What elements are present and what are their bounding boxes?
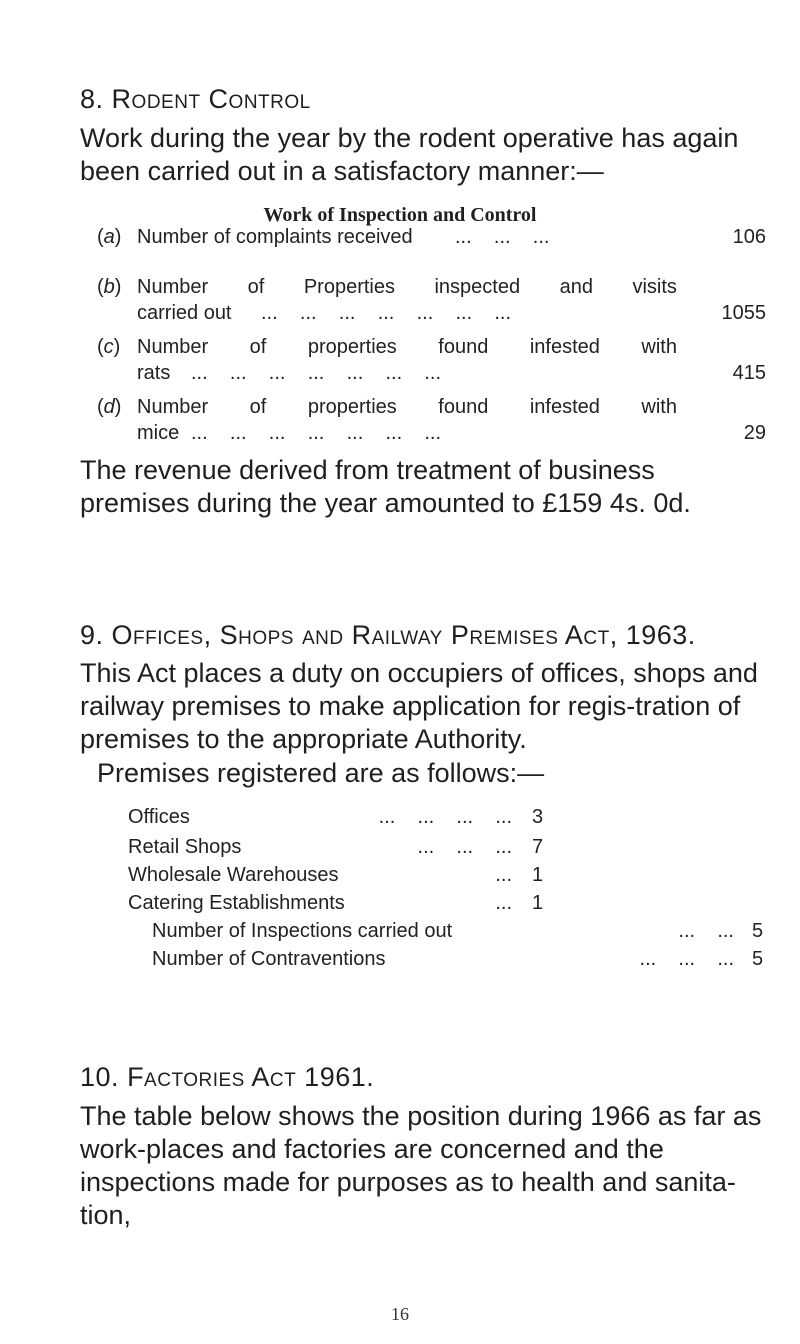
item-description: Number of complaints received [137, 226, 413, 248]
premises-count: 3 [532, 806, 544, 828]
inspection-summary-label: Number of Contraventions [152, 948, 386, 970]
section-10-title: Factories Act 1961. [127, 1062, 375, 1092]
inspection-row-d [0, 396, 800, 452]
inspection-row-c [0, 336, 800, 392]
revenue-statement: The revenue derived from treatment of business premises during the year amounted to £159 4s. 0d. [80, 455, 691, 518]
item-description-cont: mice [137, 422, 180, 444]
item-value: 415 [732, 362, 766, 384]
leader-dots: ... [495, 892, 512, 914]
inspection-summary-label: Number of Inspections carried out [152, 920, 453, 942]
section-9-heading [80, 620, 696, 651]
inspection-summary-count: 5 [752, 948, 764, 970]
item-description-cont: carried out [137, 302, 232, 324]
inspection-table-title: Work of Inspection and Control [263, 204, 537, 226]
premises-label: Catering Establishments [128, 892, 345, 914]
inspection-row-a [0, 226, 800, 282]
item-description-cont: rats [137, 362, 171, 384]
item-letter: (b) [97, 276, 122, 298]
section-8-heading [80, 84, 311, 115]
item-description: Number of Properties inspected and visits [137, 276, 677, 298]
item-value: 29 [743, 422, 766, 444]
leader-dots: ... ... [678, 920, 734, 942]
leader-dots: ... ... ... ... ... ... ... [191, 422, 442, 444]
item-letter: (c) [97, 336, 121, 358]
leader-dots: ... ... ... [455, 226, 550, 248]
leader-dots: ... ... ... [417, 836, 512, 858]
item-letter: (a) [97, 226, 122, 248]
section-9-intro: This Act places a duty on occupiers of offices, shops and railway premises to make application for regis-tration of premises to the appropriate Authority. [80, 658, 758, 754]
leader-dots: ... ... ... ... ... ... ... [261, 302, 512, 324]
premises-count: 7 [532, 836, 544, 858]
leader-dots: ... ... ... [639, 948, 734, 970]
premises-count: 1 [532, 892, 544, 914]
section-10-heading [80, 1062, 374, 1093]
premises-label: Wholesale Warehouses [128, 864, 339, 886]
item-letter: (d) [97, 396, 122, 418]
inspection-row-b [0, 276, 800, 332]
inspection-summary-count: 5 [752, 920, 764, 942]
leader-dots: ... [495, 864, 512, 886]
page-number: 16 [391, 1304, 409, 1324]
section-9-title: Offices, Shops and Railway Premises Act, 1963. [111, 620, 696, 650]
section-9-number: 9. [80, 620, 104, 650]
item-value: 106 [732, 226, 766, 248]
item-description: Number of properties found infested with [137, 396, 677, 418]
premises-label: Retail Shops [128, 836, 242, 858]
section-8-number: 8. [80, 84, 104, 114]
section-8-title: Rodent Control [111, 84, 311, 114]
premises-registered-label: Premises registered are as follows:— [97, 758, 545, 788]
item-value: 1055 [721, 302, 766, 324]
leader-dots: ... ... ... ... [378, 806, 512, 828]
premises-count: 1 [532, 864, 544, 886]
leader-dots: ... ... ... ... ... ... ... [191, 362, 442, 384]
premises-label: Offices [128, 806, 190, 828]
section-10-number: 10. [80, 1062, 120, 1092]
section-8-intro: Work during the year by the rodent operative has again been carried out in a satisfactory manner:— [80, 123, 739, 186]
section-10-intro: The table below shows the position during 1966 as far as work-places and factories are concerned and the inspections made for purposes as to health and sanita-tion, [80, 1101, 762, 1230]
item-description: Number of properties found infested with [137, 336, 677, 358]
